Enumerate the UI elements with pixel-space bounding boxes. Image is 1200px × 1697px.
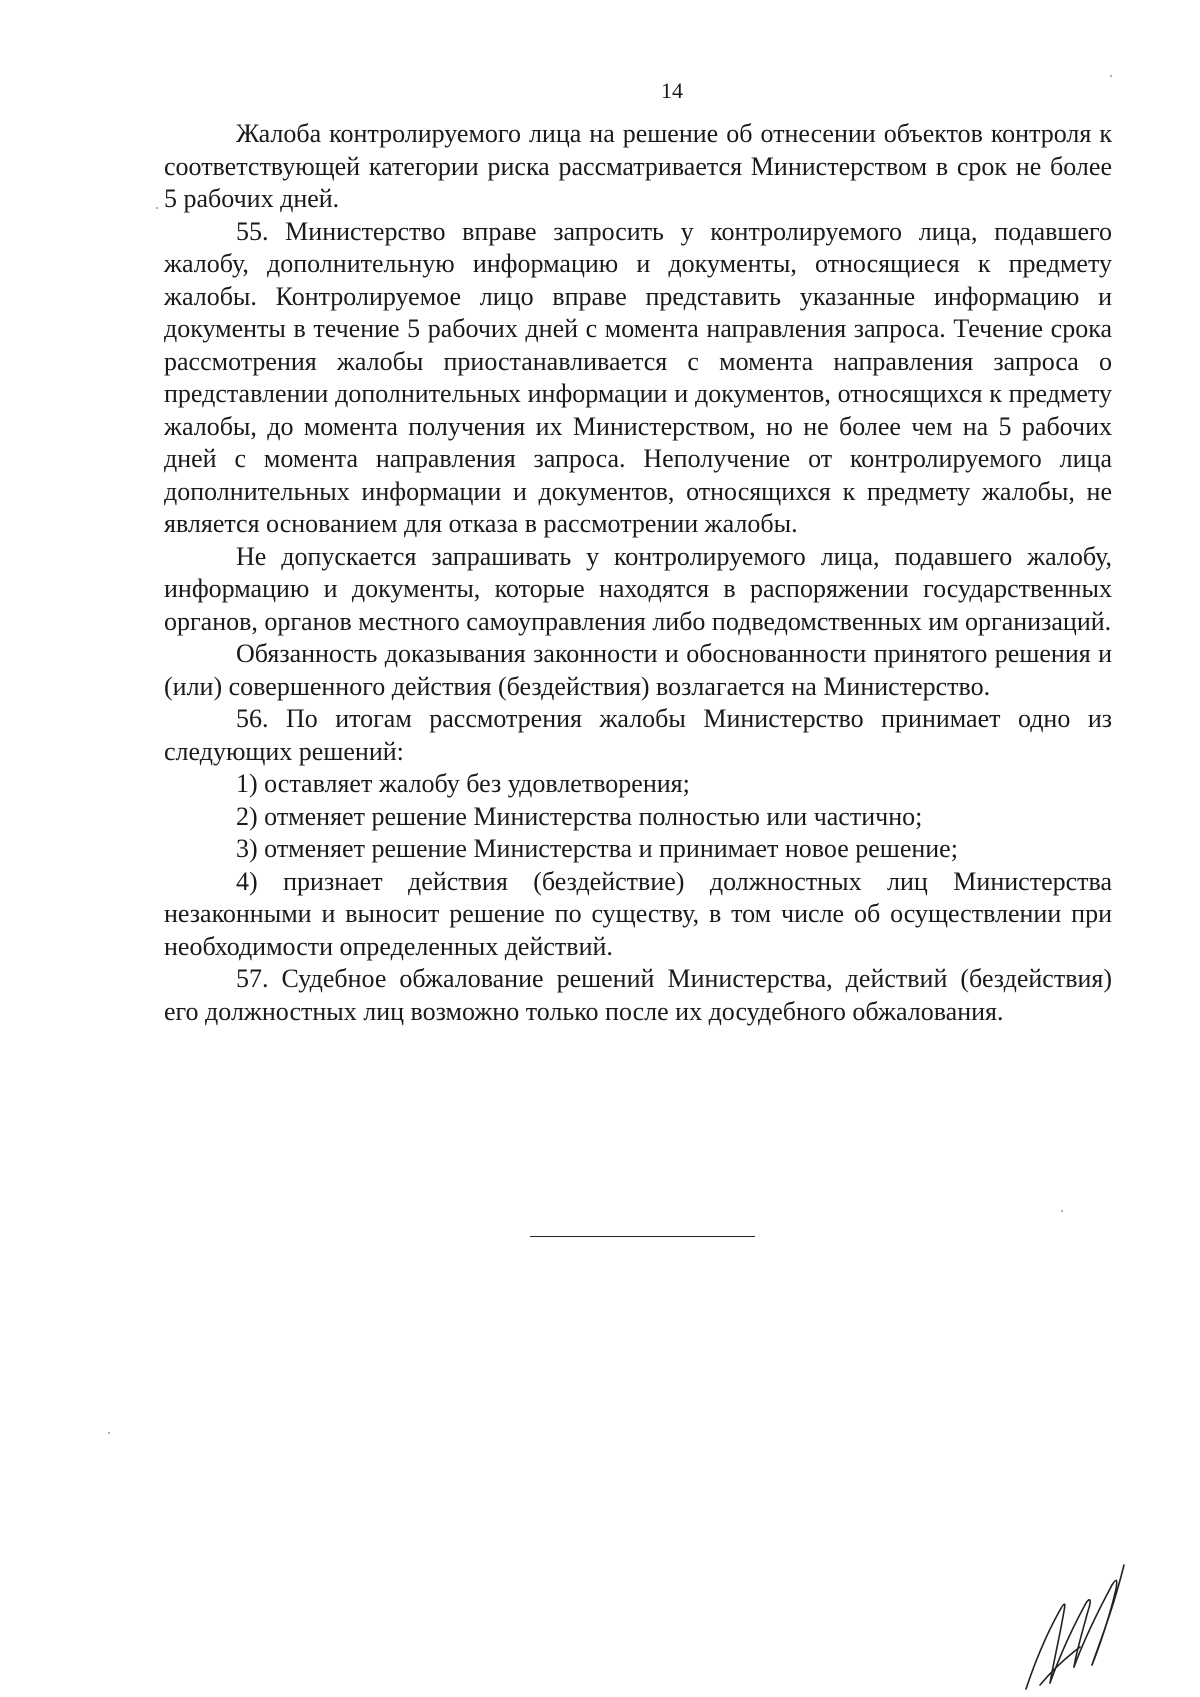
list-item-56-1: 1) оставляет жалобу без удовлетворения; — [236, 769, 690, 798]
paragraph-complaint-risk-category: Жалоба контролируемого лица на решение об отнесении объектов контроля к соответствующей категории риска рассматривается Министерством в срок не более 5 рабочих дней. — [164, 119, 1112, 213]
paragraph-56: 56. По итогам рассмотрения жалобы Министерство принимает одно из следующих решений: — [164, 704, 1112, 766]
handwritten-signature — [1020, 1555, 1130, 1695]
list-item-56-4: 4) признает действия (бездействие) должностных лиц Министерства незаконными и выносит решение по существу, в том числе об осуществлении при необходимости определенных действий. — [164, 866, 1112, 961]
scan-speck — [156, 207, 158, 209]
page-number: 14 — [661, 78, 683, 103]
list-item-56-3: 3) отменяет решение Министерства и принимает новое решение; — [236, 834, 958, 863]
list-item-56-2: 2) отменяет решение Министерства полностью или частично; — [236, 801, 923, 831]
scan-speck — [1110, 75, 1112, 77]
end-of-text-rule — [530, 1236, 755, 1237]
document-body — [164, 118, 1112, 1028]
scan-speck — [1061, 1210, 1063, 1212]
scan-speck — [108, 1432, 110, 1434]
paragraph-55: 55. Министерство вправе запросить у контролируемого лица, подавшего жалобу, дополнительную информацию и документы, относящиеся к предмету жалобы. Контролируемое лицо вправе представить указанные информацию и документы в течение 5 рабочих дней с момента направления запроса. Течение срока рассмотрения жалобы приостанавливается с момента направления запроса о представлении дополнительных информации и документов, относящихся к предмету жалобы, до момента получения их Министерством, но не более чем на 5 рабочих дней с момента направления запроса. Неполучение от контролируемого лица дополнительных информации и документов, относящихся к предмету жалобы, не является основанием для отказа в рассмотрении жалобы. — [164, 216, 1112, 538]
paragraph-no-request-docs: Не допускается запрашивать у контролируемого лица, подавшего жалобу, информацию и документы, которые находятся в распоряжении государственных органов, органов местного самоуправления либо подведомственных им организаций. — [164, 541, 1112, 636]
paragraph-burden-of-proof: Обязанность доказывания законности и обоснованности принятого решения и (или) совершенного действия (бездействия) возлагается на Министерство. — [164, 639, 1112, 701]
paragraph-57: 57. Судебное обжалование решений Министерства, действий (бездействия) его должностных лиц возможно только после их досудебного обжалования. — [164, 964, 1112, 1026]
